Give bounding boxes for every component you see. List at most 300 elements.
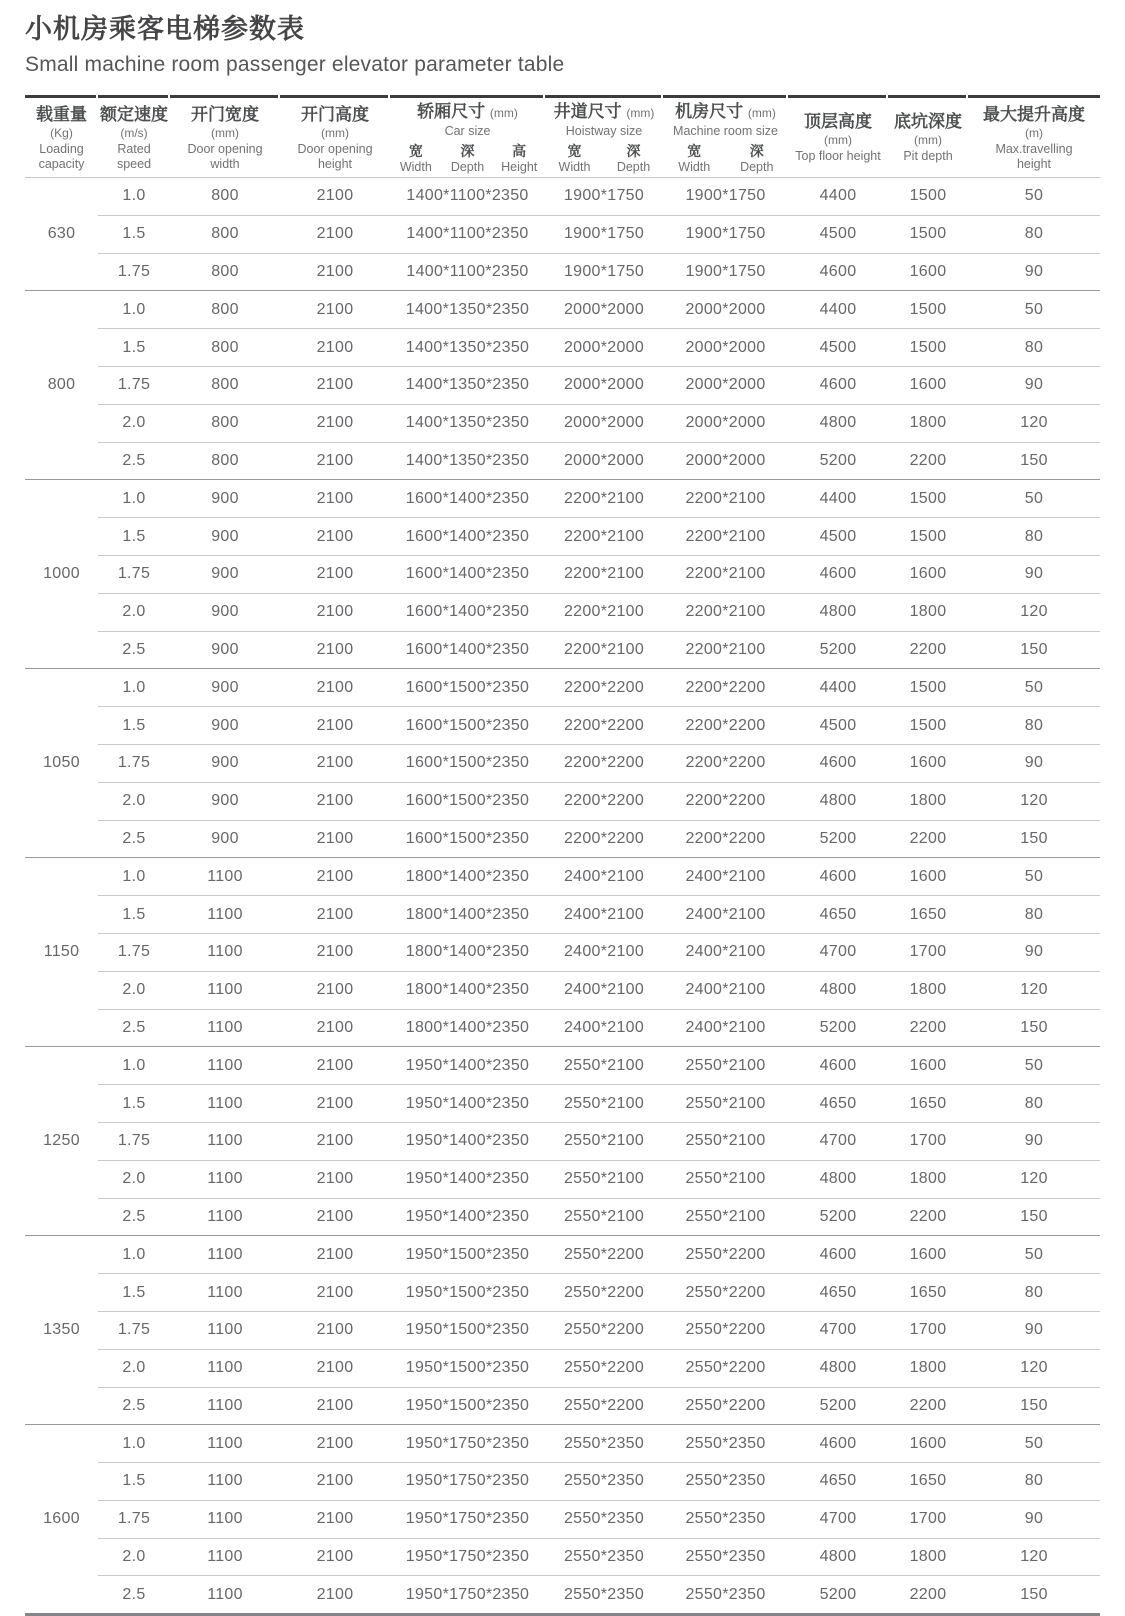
- table-row: [25, 896, 1100, 934]
- table-row: [25, 971, 1100, 1009]
- cell-top-floor-height: 5200: [788, 1387, 888, 1425]
- cell-door-opening-width: 1100: [170, 1160, 280, 1198]
- cell-max-travelling-height: 80: [968, 1274, 1100, 1312]
- header-cell-top-floor-height: [788, 98, 888, 178]
- header-label-en: Loading capacity: [38, 141, 85, 171]
- cell-rated-speed: 2.5: [98, 1576, 170, 1615]
- cell-pit-depth: 1800: [888, 1349, 968, 1387]
- cell-pit-depth: 1500: [909, 678, 947, 696]
- capacity-group-800: [25, 291, 1100, 480]
- cell-top-floor-height: 4600: [819, 1056, 857, 1074]
- cell-car-size: 1400*1100*2350: [390, 253, 545, 291]
- cell-door-opening-height: 2100: [280, 518, 390, 556]
- cell-car-size: 1950*1500*2350: [390, 1387, 545, 1425]
- cell-max-travelling-height: 80: [968, 1463, 1100, 1501]
- header-subcolumns: [663, 143, 788, 175]
- table-row: [25, 442, 1100, 480]
- cell-top-floor-height: 4700: [788, 1311, 888, 1349]
- cell-rated-speed: 1.0: [122, 1434, 146, 1452]
- capacity-group-630: [25, 178, 1100, 291]
- cell-door-opening-width: 800: [170, 404, 280, 442]
- cell-top-floor-height: 5200: [788, 820, 888, 858]
- cell-rated-speed: 1.75: [98, 555, 170, 593]
- cell-door-opening-height: 2100: [280, 1500, 390, 1538]
- cell-top-floor-height: 4650: [788, 1463, 888, 1501]
- table-row: [25, 215, 1100, 253]
- cell-pit-depth: 1800: [888, 1538, 968, 1576]
- cell-top-floor-height: 4700: [788, 1122, 888, 1160]
- subcolumn-label-zh: 深: [749, 142, 764, 159]
- cell-rated-speed: 2.0: [98, 782, 170, 820]
- table-row: [25, 1425, 1100, 1463]
- cell-door-opening-width: 1100: [207, 867, 243, 885]
- cell-door-opening-height: 2100: [280, 631, 390, 669]
- cell-door-opening-width: 900: [170, 593, 280, 631]
- cell-max-travelling-height: 150: [968, 631, 1100, 669]
- cell-door-opening-height: 2100: [280, 404, 390, 442]
- cell-car-size: 1950*1750*2350: [390, 1576, 545, 1615]
- cell-pit-depth: 1600: [909, 867, 947, 885]
- table-row: [25, 820, 1100, 858]
- cell-hoistway-size: 2550*2350: [545, 1538, 663, 1576]
- table-row: [25, 1009, 1100, 1047]
- cell-rated-speed: 2.0: [98, 1538, 170, 1576]
- header-cell-pit-depth: [888, 98, 968, 178]
- capacity-cell: 630: [47, 225, 76, 243]
- top-rule-segment: [545, 95, 663, 98]
- cell-hoistway-size: 2550*2200: [545, 1349, 663, 1387]
- cell-top-floor-height: 4600: [819, 1245, 857, 1263]
- cell-hoistway-size: 2550*2100: [563, 1056, 645, 1074]
- table-row: [25, 1160, 1100, 1198]
- cell-top-floor-height: 4400: [819, 678, 857, 696]
- cell-rated-speed: 1.75: [98, 1122, 170, 1160]
- cell-door-opening-height: 2100: [316, 300, 354, 318]
- cell-max-travelling-height: 150: [968, 1198, 1100, 1236]
- top-rule-segment: [390, 95, 545, 98]
- table-row: [25, 669, 1100, 707]
- table-row: [25, 555, 1100, 593]
- cell-car-size: 1950*1400*2350: [390, 1085, 545, 1123]
- cell-machine-room-size: 2550*2200: [663, 1387, 788, 1425]
- cell-max-travelling-height: 50: [1024, 1056, 1044, 1074]
- cell-max-travelling-height: 90: [968, 744, 1100, 782]
- header-cell-max-travelling-height: [968, 98, 1100, 178]
- cell-door-opening-width: 1100: [170, 1387, 280, 1425]
- table-row: [25, 707, 1100, 745]
- cell-top-floor-height: 4500: [788, 215, 888, 253]
- cell-hoistway-size: 2550*2200: [563, 1245, 645, 1263]
- cell-top-floor-height: 5200: [788, 442, 888, 480]
- cell-door-opening-height: 2100: [316, 1245, 354, 1263]
- cell-machine-room-size: 2400*2100: [663, 971, 788, 1009]
- cell-max-travelling-height: 80: [968, 896, 1100, 934]
- subcolumn-label-en: Depth: [616, 159, 651, 174]
- cell-top-floor-height: 4600: [819, 1434, 857, 1452]
- cell-rated-speed: 1.0: [122, 187, 146, 205]
- header-cell-machine-room-size: [663, 98, 788, 178]
- cell-car-size: 1600*1500*2350: [405, 678, 530, 696]
- header-unit: (mm): [321, 125, 349, 140]
- cell-machine-room-size: 2000*2000: [663, 404, 788, 442]
- cell-hoistway-size: 2000*2000: [545, 442, 663, 480]
- cell-pit-depth: 1650: [888, 1085, 968, 1123]
- cell-hoistway-size: 2000*2000: [545, 329, 663, 367]
- cell-machine-room-size: 2000*2000: [663, 329, 788, 367]
- cell-car-size: 1800*1400*2350: [390, 896, 545, 934]
- capacity-group-1050: [25, 669, 1100, 858]
- cell-door-opening-height: 2100: [280, 782, 390, 820]
- cell-door-opening-width: 1100: [207, 1056, 243, 1074]
- cell-car-size: 1950*1750*2350: [390, 1463, 545, 1501]
- cell-max-travelling-height: 50: [1024, 867, 1044, 885]
- cell-machine-room-size: 2200*2100: [663, 555, 788, 593]
- cell-machine-room-size: 2400*2100: [663, 933, 788, 971]
- cell-hoistway-size: 2200*2200: [563, 678, 645, 696]
- cell-machine-room-size: 2200*2100: [663, 631, 788, 669]
- cell-pit-depth: 1700: [888, 1311, 968, 1349]
- cell-hoistway-size: 2400*2100: [545, 1009, 663, 1047]
- cell-car-size: 1950*1500*2350: [390, 1311, 545, 1349]
- cell-rated-speed: 2.5: [98, 1009, 170, 1047]
- cell-rated-speed: 2.0: [98, 1349, 170, 1387]
- top-rule-segment: [98, 95, 170, 98]
- cell-machine-room-size: 2550*2200: [685, 1245, 766, 1263]
- cell-machine-room-size: 2200*2100: [663, 518, 788, 556]
- cell-max-travelling-height: 80: [968, 329, 1100, 367]
- cell-rated-speed: 2.5: [98, 1198, 170, 1236]
- cell-top-floor-height: 4500: [788, 329, 888, 367]
- cell-pit-depth: 1600: [888, 253, 968, 291]
- cell-door-opening-width: 900: [170, 820, 280, 858]
- cell-pit-depth: 1600: [909, 1245, 947, 1263]
- cell-rated-speed: 1.75: [98, 1500, 170, 1538]
- cell-rated-speed: 2.0: [98, 593, 170, 631]
- header-subcolumn: [604, 143, 663, 175]
- cell-door-opening-height: 2100: [280, 1349, 390, 1387]
- header-row: [25, 98, 1100, 178]
- cell-door-opening-height: 2100: [280, 707, 390, 745]
- cell-pit-depth: 1500: [909, 300, 947, 318]
- header-label-en: Car size: [444, 123, 491, 138]
- cell-machine-room-size: 2200*2200: [663, 820, 788, 858]
- cell-pit-depth: 1800: [888, 782, 968, 820]
- table-row: [25, 631, 1100, 669]
- cell-hoistway-size: 2200*2200: [545, 782, 663, 820]
- table-row: [25, 480, 1100, 518]
- top-rule-segment: [170, 95, 280, 98]
- cell-machine-room-size: 2400*2100: [663, 1009, 788, 1047]
- header-unit: (Kg): [50, 125, 73, 140]
- cell-machine-room-size: 2550*2200: [663, 1349, 788, 1387]
- cell-pit-depth: 1650: [888, 896, 968, 934]
- cell-max-travelling-height: 50: [1024, 1434, 1044, 1452]
- cell-door-opening-width: 1100: [170, 1009, 280, 1047]
- cell-top-floor-height: 4500: [788, 518, 888, 556]
- cell-max-travelling-height: 120: [968, 1538, 1100, 1576]
- cell-machine-room-size: 2550*2100: [663, 1122, 788, 1160]
- cell-pit-depth: 1800: [888, 593, 968, 631]
- header-cell-door-opening-height: [280, 98, 390, 178]
- table-row: [25, 1274, 1100, 1312]
- subcolumn-label-zh: 宽: [687, 142, 702, 159]
- header-label-zh: 额定速度: [100, 104, 168, 124]
- cell-car-size: 1400*1350*2350: [390, 329, 545, 367]
- cell-top-floor-height: 4700: [788, 933, 888, 971]
- cell-top-floor-height: 5200: [788, 1198, 888, 1236]
- cell-hoistway-size: 2200*2200: [545, 820, 663, 858]
- cell-pit-depth: 1700: [888, 1122, 968, 1160]
- cell-door-opening-width: 800: [211, 187, 239, 205]
- cell-pit-depth: 1800: [888, 1160, 968, 1198]
- header-unit: (mm): [824, 133, 852, 147]
- cell-rated-speed: 1.0: [122, 1245, 146, 1263]
- cell-car-size: 1400*1350*2350: [390, 366, 545, 404]
- header-label-zh: 机房尺寸: [675, 101, 744, 121]
- cell-pit-depth: 2200: [888, 1387, 968, 1425]
- cell-rated-speed: 1.5: [98, 896, 170, 934]
- cell-rated-speed: 1.75: [98, 933, 170, 971]
- cell-machine-room-size: 2550*2200: [663, 1311, 788, 1349]
- cell-hoistway-size: 2200*2200: [545, 707, 663, 745]
- capacity-group-1600: [25, 1425, 1100, 1615]
- cell-top-floor-height: 4650: [788, 1274, 888, 1312]
- cell-door-opening-height: 2100: [280, 1009, 390, 1047]
- cell-door-opening-width: 900: [170, 744, 280, 782]
- cell-door-opening-height: 2100: [280, 1122, 390, 1160]
- cell-hoistway-size: 2550*2200: [545, 1387, 663, 1425]
- cell-rated-speed: 1.0: [122, 867, 146, 885]
- cell-top-floor-height: 4800: [788, 1538, 888, 1576]
- cell-machine-room-size: 2550*2100: [663, 1085, 788, 1123]
- cell-door-opening-height: 2100: [280, 366, 390, 404]
- cell-door-opening-width: 1100: [170, 896, 280, 934]
- cell-top-floor-height: 4650: [788, 1085, 888, 1123]
- cell-rated-speed: 1.5: [98, 1085, 170, 1123]
- cell-door-opening-height: 2100: [316, 678, 354, 696]
- cell-max-travelling-height: 150: [968, 1387, 1100, 1425]
- cell-hoistway-size: 2550*2100: [545, 1160, 663, 1198]
- cell-hoistway-size: 2400*2100: [545, 933, 663, 971]
- cell-hoistway-size: 2400*2100: [545, 971, 663, 1009]
- cell-car-size: 1400*1100*2350: [406, 187, 529, 205]
- top-rule-segment: [280, 95, 390, 98]
- cell-rated-speed: 1.0: [122, 300, 146, 318]
- cell-door-opening-height: 2100: [280, 1085, 390, 1123]
- page-title: 小机房乘客电梯参数表: [25, 14, 305, 44]
- cell-door-opening-width: 1100: [170, 933, 280, 971]
- cell-top-floor-height: 4400: [819, 187, 857, 205]
- cell-max-travelling-height: 80: [968, 518, 1100, 556]
- capacity-cell: 1600: [43, 1510, 80, 1528]
- table-row: [25, 1387, 1100, 1425]
- capacity-cell: 1150: [43, 943, 80, 961]
- cell-car-size: 1800*1400*2350: [390, 933, 545, 971]
- cell-machine-room-size: 2550*2100: [663, 1198, 788, 1236]
- cell-rated-speed: 1.75: [98, 744, 170, 782]
- cell-hoistway-size: 2000*2000: [545, 404, 663, 442]
- subcolumn-label-zh: 深: [460, 142, 475, 159]
- header-label-zh: 轿厢尺寸: [417, 101, 486, 121]
- cell-max-travelling-height: 90: [968, 1122, 1100, 1160]
- cell-max-travelling-height: 80: [968, 215, 1100, 253]
- cell-rated-speed: 1.5: [98, 1463, 170, 1501]
- header-cell-door-opening-width: [170, 98, 280, 178]
- subcolumn-label-zh: 宽: [408, 142, 423, 159]
- header-unit: (mm): [747, 105, 776, 120]
- cell-pit-depth: 1600: [909, 1056, 947, 1074]
- cell-max-travelling-height: 120: [968, 971, 1100, 1009]
- cell-rated-speed: 1.5: [98, 329, 170, 367]
- cell-pit-depth: 1600: [909, 1434, 947, 1452]
- cell-max-travelling-height: 90: [968, 366, 1100, 404]
- cell-max-travelling-height: 50: [1024, 300, 1044, 318]
- cell-top-floor-height: 4400: [819, 489, 857, 507]
- cell-door-opening-height: 2100: [280, 329, 390, 367]
- cell-max-travelling-height: 50: [1024, 187, 1044, 205]
- cell-machine-room-size: 1900*1750: [663, 253, 788, 291]
- header-subcolumn: [493, 143, 545, 175]
- parameter-table: [25, 98, 1100, 1616]
- cell-rated-speed: 2.0: [98, 1160, 170, 1198]
- cell-rated-speed: 2.0: [98, 404, 170, 442]
- top-rule-segment: [788, 95, 888, 98]
- cell-machine-room-size: 2550*2350: [663, 1463, 788, 1501]
- cell-door-opening-height: 2100: [280, 1274, 390, 1312]
- cell-door-opening-width: 800: [170, 215, 280, 253]
- table-top-rule: [25, 95, 1100, 98]
- cell-machine-room-size: 2200*2100: [663, 593, 788, 631]
- cell-door-opening-width: 800: [170, 253, 280, 291]
- cell-car-size: 1950*1400*2350: [405, 1056, 530, 1074]
- capacity-cell: 1250: [43, 1132, 80, 1150]
- header-cell-hoistway-size: [545, 98, 663, 178]
- table-row: [25, 253, 1100, 291]
- cell-rated-speed: 1.5: [98, 707, 170, 745]
- cell-pit-depth: 1500: [888, 518, 968, 556]
- cell-car-size: 1950*1400*2350: [390, 1122, 545, 1160]
- cell-max-travelling-height: 150: [968, 1576, 1100, 1615]
- cell-door-opening-width: 900: [211, 678, 239, 696]
- cell-pit-depth: 1600: [888, 555, 968, 593]
- header-label-en: Door opening height: [297, 141, 373, 171]
- cell-door-opening-width: 1100: [170, 1311, 280, 1349]
- cell-door-opening-height: 2100: [316, 1434, 354, 1452]
- cell-max-travelling-height: 80: [968, 1085, 1100, 1123]
- cell-hoistway-size: 2550*2100: [545, 1085, 663, 1123]
- cell-hoistway-size: 2000*2000: [563, 300, 645, 318]
- cell-hoistway-size: 2200*2100: [545, 518, 663, 556]
- header-label-zh: 开门高度: [301, 104, 369, 124]
- cell-top-floor-height: 4400: [819, 300, 857, 318]
- cell-top-floor-height: 5200: [788, 631, 888, 669]
- cell-door-opening-height: 2100: [280, 1463, 390, 1501]
- cell-top-floor-height: 4800: [788, 593, 888, 631]
- header-cell-loading-capacity: [25, 98, 98, 178]
- cell-top-floor-height: 4600: [788, 253, 888, 291]
- cell-car-size: 1800*1400*2350: [390, 1009, 545, 1047]
- table-row: [25, 1198, 1100, 1236]
- cell-rated-speed: 1.75: [98, 1311, 170, 1349]
- header-label-zh: 顶层高度: [804, 112, 872, 131]
- cell-max-travelling-height: 120: [968, 1349, 1100, 1387]
- cell-rated-speed: 1.5: [98, 518, 170, 556]
- table-row: [25, 1500, 1100, 1538]
- cell-door-opening-height: 2100: [280, 555, 390, 593]
- cell-max-travelling-height: 90: [968, 555, 1100, 593]
- cell-door-opening-width: 900: [170, 707, 280, 745]
- table-row: [25, 1311, 1100, 1349]
- table-row: [25, 1047, 1100, 1085]
- cell-door-opening-height: 2100: [280, 1387, 390, 1425]
- cell-door-opening-height: 2100: [280, 744, 390, 782]
- cell-pit-depth: 1700: [888, 1500, 968, 1538]
- cell-rated-speed: 1.5: [98, 1274, 170, 1312]
- cell-top-floor-height: 4600: [819, 867, 857, 885]
- cell-door-opening-width: 1100: [170, 1349, 280, 1387]
- cell-car-size: 1600*1500*2350: [390, 782, 545, 820]
- table-row: [25, 291, 1100, 329]
- header-label-zh: 载重量: [36, 104, 87, 124]
- header-unit: (m): [1025, 125, 1043, 140]
- cell-machine-room-size: 2400*2100: [685, 867, 766, 885]
- cell-machine-room-size: 2550*2350: [685, 1434, 766, 1452]
- cell-machine-room-size: 2000*2000: [663, 366, 788, 404]
- header-unit: (mm): [211, 125, 239, 140]
- cell-pit-depth: 1500: [888, 707, 968, 745]
- cell-car-size: 1600*1500*2350: [390, 820, 545, 858]
- cell-machine-room-size: 2200*2200: [663, 707, 788, 745]
- header-unit: (mm): [914, 133, 942, 147]
- cell-machine-room-size: 2000*2000: [685, 300, 766, 318]
- capacity-cell: 800: [47, 376, 76, 394]
- cell-door-opening-width: 1100: [170, 1500, 280, 1538]
- cell-door-opening-width: 900: [170, 555, 280, 593]
- table-row: [25, 1349, 1100, 1387]
- subcolumn-label-en: Depth: [450, 159, 485, 174]
- cell-door-opening-height: 2100: [280, 253, 390, 291]
- cell-pit-depth: 1600: [888, 366, 968, 404]
- cell-max-travelling-height: 150: [968, 820, 1100, 858]
- cell-top-floor-height: 4800: [788, 782, 888, 820]
- cell-hoistway-size: 2200*2100: [563, 489, 645, 507]
- cell-rated-speed: 2.0: [98, 971, 170, 1009]
- capacity-group-1250: [25, 1047, 1100, 1236]
- table-row: [25, 366, 1100, 404]
- cell-hoistway-size: 1900*1750: [545, 215, 663, 253]
- cell-door-opening-width: 1100: [170, 1198, 280, 1236]
- cell-rated-speed: 1.0: [122, 678, 146, 696]
- subcolumn-label-zh: 宽: [567, 142, 582, 159]
- cell-door-opening-height: 2100: [280, 442, 390, 480]
- cell-hoistway-size: 2550*2350: [545, 1463, 663, 1501]
- cell-pit-depth: 2200: [888, 1576, 968, 1615]
- subcolumn-label-en: Depth: [740, 159, 774, 174]
- cell-top-floor-height: 4800: [788, 1160, 888, 1198]
- cell-rated-speed: 1.75: [98, 253, 170, 291]
- cell-door-opening-height: 2100: [316, 187, 354, 205]
- cell-max-travelling-height: 50: [1024, 678, 1044, 696]
- cell-machine-room-size: 2550*2100: [663, 1160, 788, 1198]
- subcolumn-label-zh: 深: [626, 142, 641, 159]
- cell-car-size: 1600*1400*2350: [405, 489, 530, 507]
- cell-max-travelling-height: 90: [968, 933, 1100, 971]
- cell-door-opening-width: 800: [170, 442, 280, 480]
- cell-door-opening-width: 900: [170, 518, 280, 556]
- subcolumn-label-en: Height: [501, 159, 538, 174]
- cell-top-floor-height: 5200: [788, 1009, 888, 1047]
- cell-max-travelling-height: 90: [968, 1500, 1100, 1538]
